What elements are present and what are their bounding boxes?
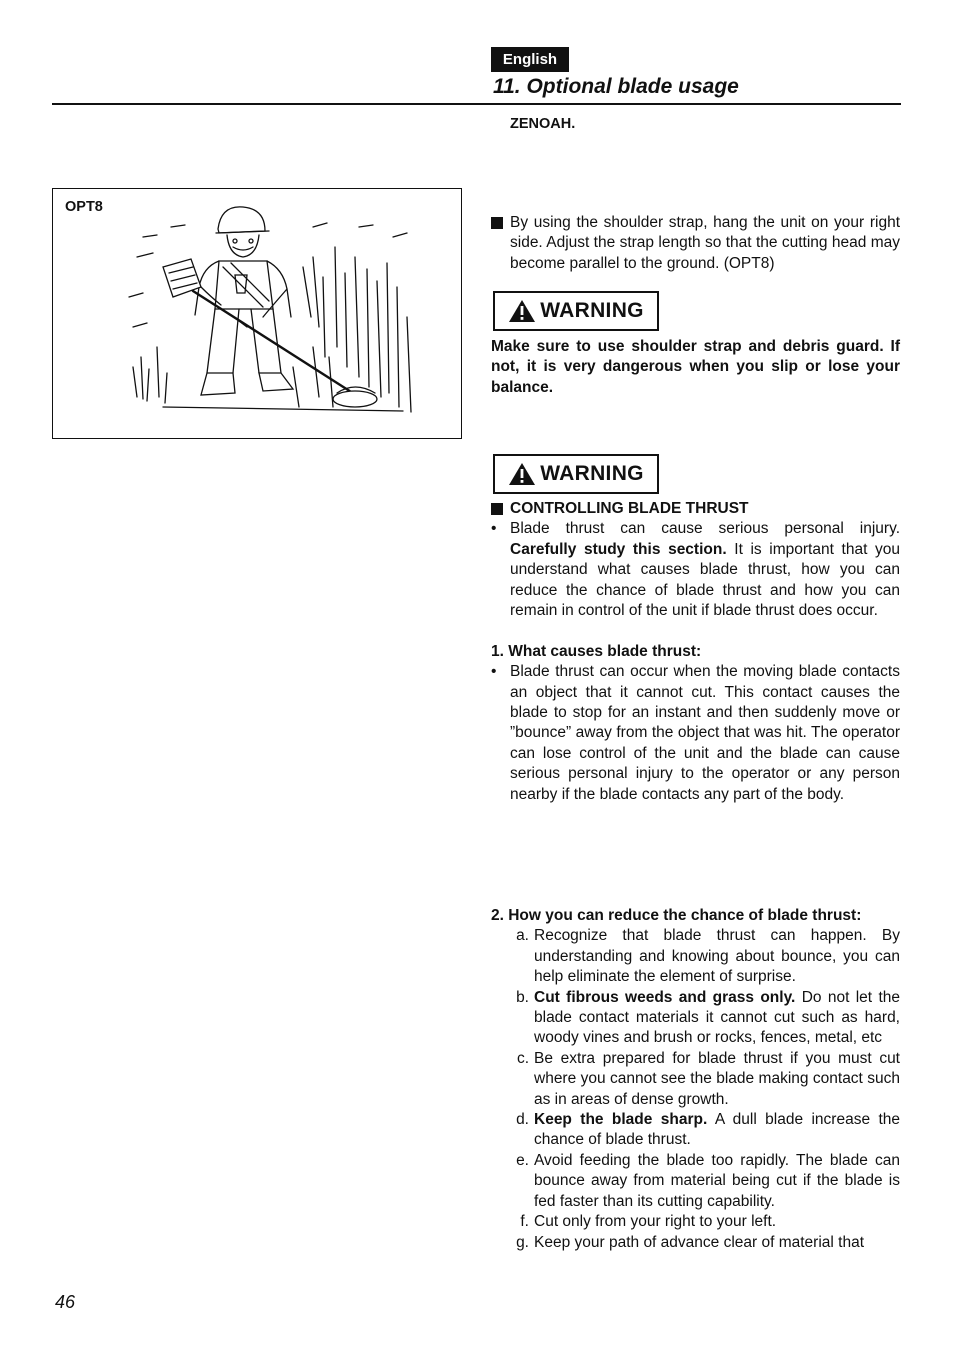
intro-paragraph	[491, 213, 900, 274]
list-item	[491, 1151, 900, 1212]
intro-text: By using the shoulder strap, hang the unit on your right side. Adjust the strap length so that the cutting head may become parallel to the ground. (OPT8)	[510, 214, 900, 272]
list-letter: c.	[516, 1049, 529, 1067]
warning-label-2	[493, 454, 659, 494]
square-bullet-icon	[491, 217, 503, 229]
causes-text: Blade thrust can occur when the moving blade contacts an object that it cannot cut. This contact causes the blade to stop for an instant and then suddenly move or ”bounce” away from the object that was hit. The operator can lose control of the unit and the blade can cause serious personal injury to the operator or any person nearby if the blade contacts any part of the body.	[510, 663, 900, 803]
list-letter: b.	[516, 988, 529, 1006]
controlling-bullet	[491, 519, 900, 621]
list-letter: d.	[516, 1111, 529, 1129]
brand-name: ZENOAH.	[510, 116, 576, 132]
warning-text: WARNING	[540, 299, 644, 322]
controlling-heading: CONTROLLING BLADE THRUST	[510, 500, 749, 517]
list-text: Avoid feeding the blade too rapidly. The blade can bounce away from material being cut if the blade is fed faster than its cutting capability.	[534, 1151, 900, 1210]
reduce-heading: 2. How you can reduce the chance of blade thrust:	[491, 907, 862, 924]
warning-1-body	[491, 337, 900, 398]
warning-1-text: Make sure to use shoulder strap and debris guard. If not, it is very dangerous when you slip or lose your balance.	[491, 338, 900, 396]
section-title: 11. Optional blade usage	[493, 75, 739, 98]
figure-opt8	[52, 188, 462, 439]
causes-heading: 1. What causes blade thrust:	[491, 642, 702, 660]
list-text: Recognize that blade thrust can happen. By understanding and knowing about bounce, you can help eliminate the element of surprise.	[534, 927, 900, 986]
list-letter: e.	[516, 1151, 529, 1169]
warning-text: WARNING	[540, 462, 644, 485]
list-text: Keep your path of advance clear of material that	[534, 1233, 865, 1251]
list-text: Be extra prepared for blade thrust if you must cut where you cannot see the blade making contact such as in areas of dense growth.	[534, 1049, 900, 1108]
list-text: Do not let the blade contact materials it cannot cut such as hard, woody vines and brush or rocks, fences, metal, etc	[534, 988, 900, 1047]
page-number: 46	[55, 1292, 76, 1312]
warning-triangle-icon	[508, 462, 536, 486]
header-divider	[52, 103, 901, 105]
bullet-dot-icon: •	[491, 663, 497, 681]
list-item	[491, 1049, 900, 1110]
warning-label-1	[493, 291, 659, 331]
list-item	[491, 988, 900, 1049]
controlling-emphasis: Carefully study this section.	[510, 540, 727, 558]
list-text: Cut only from your right to your left.	[534, 1213, 777, 1231]
list-item	[491, 1233, 900, 1253]
list-emphasis: Cut fibrous weeds and grass only.	[534, 988, 796, 1006]
language-badge: English	[491, 47, 569, 72]
list-letter: f.	[520, 1213, 529, 1231]
list-item	[491, 1212, 900, 1232]
list-letter: g.	[516, 1233, 529, 1251]
controlling-intro: Blade thrust can cause serious personal injury.	[510, 520, 900, 538]
square-bullet-icon	[491, 503, 503, 515]
list-emphasis: Keep the blade sharp.	[534, 1111, 708, 1129]
blade-thrust-section	[491, 499, 900, 805]
list-text: A dull blade increase the chance of blade thrust.	[534, 1111, 900, 1149]
warning-triangle-icon	[508, 299, 536, 323]
bullet-dot-icon: •	[491, 520, 497, 538]
list-item	[491, 926, 900, 987]
figure-label: OPT8	[65, 199, 103, 215]
causes-bullet	[491, 662, 900, 805]
reduce-section	[491, 906, 900, 1253]
list-item	[491, 1110, 900, 1151]
operator-trimmer-illustration	[123, 197, 423, 427]
controlling-rest: It is important that you understand what causes blade thrust, how you can reduce the chance of blade thrust and how you can remain in control of the unit if blade thrust does occur.	[510, 540, 900, 620]
list-letter: a.	[516, 927, 529, 945]
